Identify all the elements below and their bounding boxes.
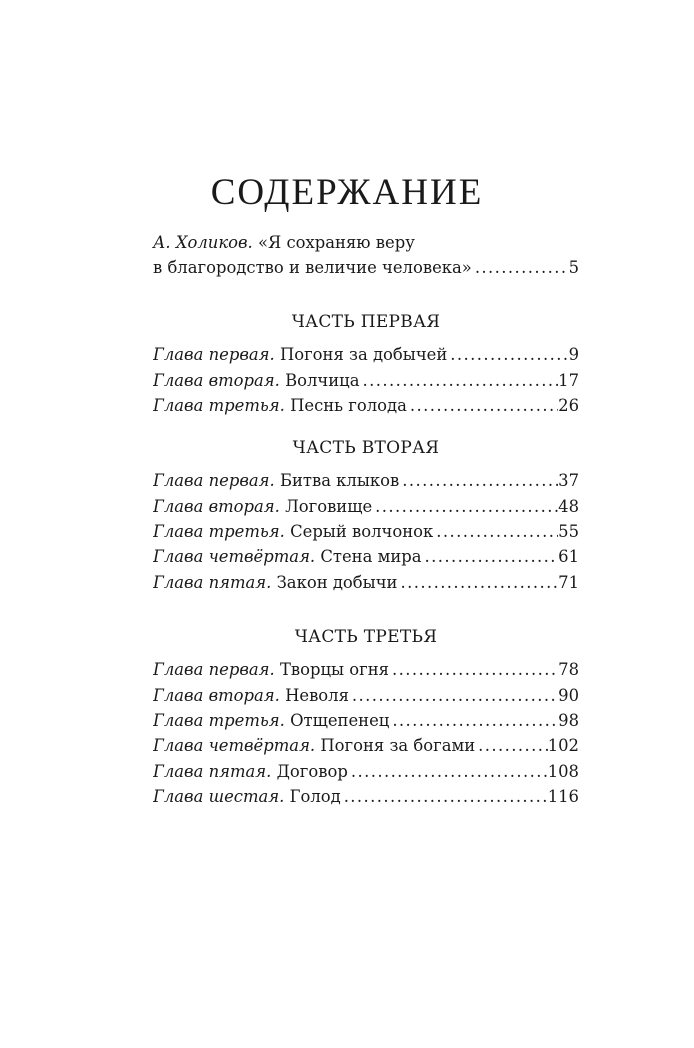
dot-leader (433, 519, 558, 544)
chapter-label: Глава третья. (153, 711, 285, 730)
dot-leader (472, 255, 569, 280)
toc-entry[interactable] (153, 494, 579, 519)
chapter-title: Договор (276, 762, 348, 781)
page-number: 116 (547, 787, 579, 806)
dot-leader (407, 393, 558, 418)
chapter-label: Глава первая. (153, 471, 275, 490)
toc-entry[interactable] (153, 784, 579, 809)
chapter-title: Закон добычи (276, 573, 398, 592)
dot-leader (475, 733, 548, 758)
chapter-title: Голод (289, 787, 341, 806)
intro-author: А. Холиков. (153, 233, 253, 252)
chapter-title: Волчица (285, 371, 360, 390)
chapter-label: Глава четвёртая. (153, 736, 316, 755)
page-number: 5 (568, 258, 579, 277)
chapter-label: Глава шестая. (153, 787, 285, 806)
part-heading-1: ЧАСТЬ ПЕРВАЯ (291, 312, 441, 332)
page-number: 26 (558, 396, 579, 415)
toc-entry[interactable] (153, 570, 579, 595)
toc-entry[interactable] (153, 342, 579, 367)
dot-leader (389, 708, 558, 733)
page-number: 37 (558, 471, 579, 490)
chapter-title: Песнь голода (290, 396, 407, 415)
chapter-title: Стена мира (320, 547, 422, 566)
toc-entry[interactable] (153, 733, 579, 758)
chapter-title: Неволя (285, 686, 349, 705)
chapter-label: Глава вторая. (153, 686, 280, 705)
chapter-title: Отщепенец (290, 711, 390, 730)
page-number: 102 (547, 736, 579, 755)
chapter-label: Глава третья. (153, 522, 285, 541)
chapter-label: Глава пятая. (153, 573, 272, 592)
dot-leader (348, 759, 548, 784)
page-number: 71 (558, 573, 579, 592)
toc-entry[interactable] (153, 759, 579, 784)
chapter-label: Глава пятая. (153, 762, 272, 781)
toc-entry[interactable] (153, 708, 579, 733)
chapter-label: Глава первая. (153, 660, 275, 679)
toc-entry[interactable] (153, 519, 579, 544)
dot-leader (447, 342, 568, 367)
toc-entry[interactable] (153, 683, 579, 708)
dot-leader (372, 494, 558, 519)
dot-leader (349, 683, 558, 708)
dot-leader (399, 468, 558, 493)
toc-entry[interactable] (153, 544, 579, 569)
chapter-title: Погоня за богами (320, 736, 476, 755)
page-number: 55 (558, 522, 579, 541)
part-heading-2: ЧАСТЬ ВТОРАЯ (292, 438, 440, 458)
part-heading-3: ЧАСТЬ ТРЕТЬЯ (294, 627, 438, 647)
intro-title-line1: «Я сохраняю веру (258, 233, 415, 252)
page-number: 61 (558, 547, 579, 566)
toc-entry[interactable] (153, 657, 579, 682)
page-number: 108 (547, 762, 579, 781)
chapter-label: Глава первая. (153, 345, 275, 364)
page-number: 90 (558, 686, 579, 705)
chapter-title: Битва клыков (279, 471, 400, 490)
chapter-label: Глава четвёртая. (153, 547, 316, 566)
chapter-label: Глава вторая. (153, 371, 280, 390)
dot-leader (422, 544, 559, 569)
chapter-label: Глава третья. (153, 396, 285, 415)
dot-leader (389, 657, 558, 682)
chapter-label: Глава вторая. (153, 497, 280, 516)
intro-entry-line2[interactable] (153, 255, 579, 280)
dot-leader (341, 784, 548, 809)
page-title: СОДЕРЖАНИЕ (210, 171, 484, 213)
dot-leader (359, 368, 558, 393)
chapter-title: Серый волчонок (290, 522, 434, 541)
intro-entry-line1[interactable] (153, 230, 415, 255)
chapter-title: Творцы огня (279, 660, 389, 679)
chapter-title: Погоня за добычей (279, 345, 448, 364)
page-number: 78 (558, 660, 579, 679)
intro-title-line2: в благородство и величие человека» (153, 258, 472, 277)
dot-leader (397, 570, 558, 595)
page-number: 48 (558, 497, 579, 516)
toc-entry[interactable] (153, 393, 579, 418)
page-number: 9 (568, 345, 579, 364)
page-number: 17 (558, 371, 579, 390)
toc-entry[interactable] (153, 468, 579, 493)
page-number: 98 (558, 711, 579, 730)
toc-entry[interactable] (153, 368, 579, 393)
chapter-title: Логовище (285, 497, 373, 516)
